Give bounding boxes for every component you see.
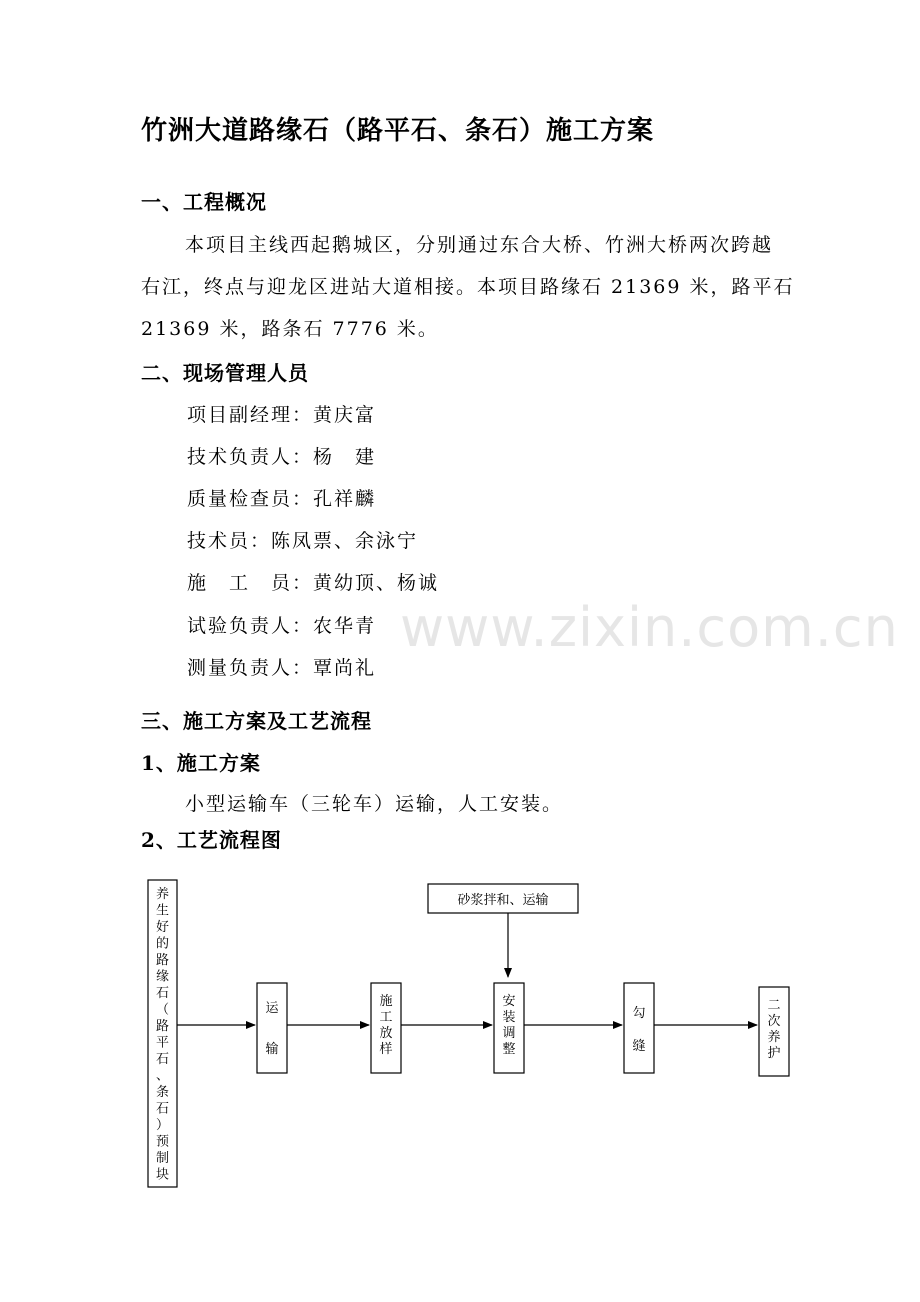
source-box-char: 养 [155,887,170,902]
source-box-char: 生 [155,903,170,919]
source-box-char: 石 [155,1101,170,1117]
overview-line-1: 本项目主线西起鹅城区，分别通过东合大桥、竹洲大桥两次跨越 [185,234,774,256]
step-label-char: 养 [767,1030,781,1045]
source-box-char: 路 [155,1019,170,1034]
step-label-char: 勾 [632,1006,646,1021]
source-box-char: 预 [155,1134,170,1150]
step-box-transport [257,983,287,1073]
mortar-box [428,884,578,913]
source-box-char: 石 [155,1052,170,1067]
source-box-char: ） [155,1118,170,1133]
step-label-char: 运 [265,1001,279,1016]
mortar-box-label: 砂浆拌和、运输 [457,893,549,908]
step-box-layout [371,983,401,1073]
subheading-plan: 1、施工方案 [141,751,261,775]
section-heading-overview: 一、工程概况 [141,190,267,214]
staff-item: 技术负责人：杨 建 [187,446,377,468]
source-box-char: 、 [155,1068,170,1084]
source-box-char: 条 [155,1085,170,1100]
plan-text: 小型运输车（三轮车）运输，人工安装。 [185,793,564,815]
staff-item: 项目副经理：黄庆富 [187,404,377,426]
subheading-flowchart: 2、工艺流程图 [141,828,282,852]
step-label-char: 装 [502,1010,516,1025]
source-box-label [156,887,169,1183]
step-label-char: 整 [502,1042,516,1057]
step-label-char: 工 [379,1010,393,1025]
step-label-char: 样 [379,1042,393,1057]
step-label-char: 输 [265,1042,279,1057]
source-box-char: 路 [155,953,170,968]
step-label-char: 二 [767,998,781,1013]
staff-item: 技术员：陈凤票、余泳宁 [187,530,419,552]
staff-item: 施 工 员：黄幼顶、杨诚 [187,572,440,594]
step-label-char: 护 [767,1046,781,1061]
section-heading-process: 三、施工方案及工艺流程 [141,709,372,733]
source-box-char: 好 [155,920,170,935]
overview-line-3: 21369 米，路条石 7776 米。 [141,318,439,340]
document-title: 竹洲大道路缘石（路平石、条石）施工方案 [141,116,655,146]
source-box-char: （ [155,1002,170,1018]
step-label-char: 安 [502,994,516,1009]
source-box [148,880,177,1187]
step-label-char: 施 [379,994,393,1009]
source-box-char: 块 [155,1167,170,1183]
source-box-char: 制 [155,1151,170,1166]
watermark: www.zixin.com.cn [400,596,899,659]
step-label-char: 放 [379,1026,393,1041]
step-box-joint [624,983,654,1073]
staff-item: 质量检查员：孔祥麟 [187,488,377,510]
step-label-char: 调 [502,1026,516,1041]
source-box-char: 的 [155,936,170,952]
step-box-install [494,983,524,1073]
source-box-char: 石 [155,986,170,1001]
source-box-char: 平 [155,1035,170,1051]
overview-line-2: 右江，终点与迎龙区进站大道相接。本项目路缘石 21369 米，路平石 [141,276,795,298]
source-box-char: 缘 [155,969,170,985]
step-label-char: 次 [767,1014,781,1029]
section-heading-staff: 二、现场管理人员 [141,361,309,385]
step-label-char: 缝 [632,1039,646,1054]
staff-item: 测量负责人：覃尚礼 [187,657,377,679]
step-box-curing [759,987,789,1076]
staff-item: 试验负责人：农华青 [187,615,377,637]
